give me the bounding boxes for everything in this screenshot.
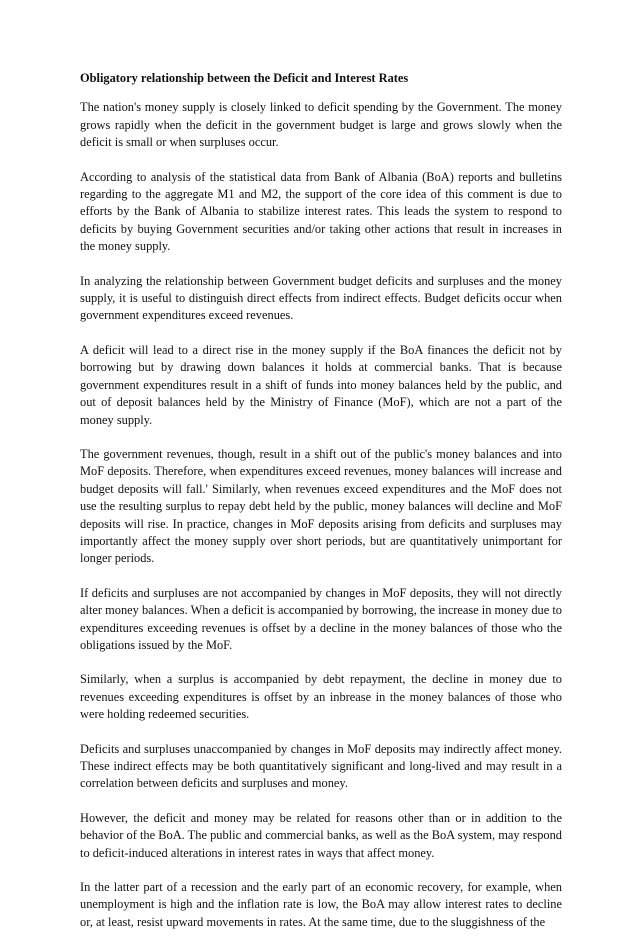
paragraph: Similarly, when a surplus is accompanied by debt repayment, the decline in money due to revenues exceeding expenditures is offset by an inbrease in the money balances of those who were holding redeemed securities. bbox=[80, 672, 562, 722]
document-body bbox=[80, 70, 562, 948]
paragraph: According to analysis of the statistical data from Bank of Albania (BoA) reports and bulletins regarding to the aggregate M1 and M2, the support of the core idea of this comment is due to efforts by the Bank of Albania to stabilize interest rates. This leads the system to respond to deficits by buying Government securities and/or taking other actions that result in increases in the money supply. bbox=[80, 169, 562, 254]
paragraph: Deficits and surpluses unaccompanied by changes in MoF deposits may indirectly affect money. These indirect effects may be both quantitatively significant and long-lived and may result in a correlation between deficits and surpluses and money. bbox=[80, 741, 562, 791]
paragraph: However, the deficit and money may be related for reasons other than or in addition to the behavior of the BoA. The public and commercial banks, as well as the BoA system, may respond to deficit-induced alterations in interest rates in ways that affect money. bbox=[80, 810, 562, 860]
paragraph: In the latter part of a recession and the early part of an economic recovery, for example, when unemployment is high and the inflation rate is low, the BoA may allow interest rates to decline or, at least, resist upward movements in rates. At the same time, due to the sluggishness of the bbox=[80, 880, 562, 929]
paragraph: In analyzing the relationship between Government budget deficits and surpluses and the money supply, it is useful to distinguish direct effects from indirect effects. Budget deficits occur when government expenditures exceed revenues. bbox=[80, 273, 562, 323]
paragraph: The nation's money supply is closely linked to deficit spending by the Government. The money grows rapidly when the deficit in the government budget is large and grows slowly when the deficit is small or when surpluses occur. bbox=[80, 100, 562, 150]
paragraph: The government revenues, though, result in a shift out of the public's money balances and into MoF deposits. Therefore, when expenditures exceed revenues, money balances will increase and budget deposits will fall.' Similarly, when revenues exceed expenditures and the MoF does not use the resulting surplus to repay debt held by the public, money balances will decline and MoF deposits will rise. In practice, changes in MoF deposits arising from deficits and surpluses may importantly affect the money supply over short periods, but are quantitatively unimportant for longer periods. bbox=[80, 446, 562, 566]
document-title: Obligatory relationship between the Deficit and Interest Rates bbox=[80, 71, 409, 85]
paragraph: If deficits and surpluses are not accompanied by changes in MoF deposits, they will not directly alter money balances. When a deficit is accompanied by borrowing, the increase in money due to expenditures exceeding revenues is offset by a decline in the money balances of those who the obligations issued by the MoF. bbox=[80, 585, 562, 652]
paragraph: A deficit will lead to a direct rise in the money supply if the BoA finances the deficit not by borrowing but by drawing down balances it holds at commercial banks. That is because government expenditures result in a shift of funds into money balances held by the public, and out of deposit balances held by the Ministry of Finance (MoF), which are not a part of the money supply. bbox=[80, 342, 562, 427]
